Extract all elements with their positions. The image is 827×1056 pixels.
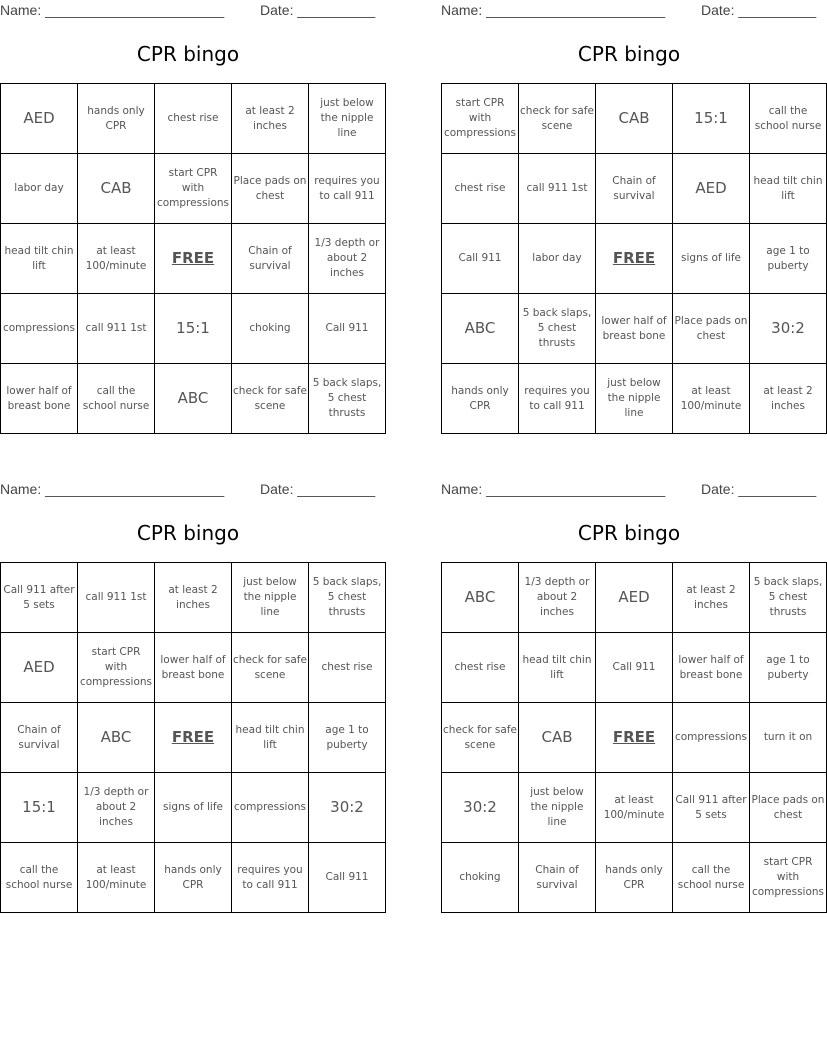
bingo-cell: just below the nipple line <box>596 364 673 434</box>
date-field-label: Date: __________ <box>701 2 817 18</box>
bingo-cell: AED <box>1 84 78 154</box>
card-title: CPR bingo <box>577 42 681 66</box>
bingo-cell: call 911 1st <box>519 154 596 224</box>
bingo-row <box>1 773 386 843</box>
bingo-cell: call the school nurse <box>78 364 155 434</box>
bingo-cell: at least 100/minute <box>78 843 155 913</box>
bingo-cell: chest rise <box>309 633 386 703</box>
bingo-cell: age 1 to puberty <box>309 703 386 773</box>
bingo-cell: Call 911 <box>596 633 673 703</box>
bingo-cell: requires you to call 911 <box>309 154 386 224</box>
bingo-cell: just below the nipple line <box>519 773 596 843</box>
bingo-cell: CAB <box>519 703 596 773</box>
bingo-cell: check for safe scene <box>232 364 309 434</box>
bingo-row <box>442 364 827 434</box>
bingo-cell: head tilt chin lift <box>232 703 309 773</box>
bingo-cell: at least 100/minute <box>78 224 155 294</box>
bingo-cell: chest rise <box>442 633 519 703</box>
bingo-cell: Call 911 after 5 sets <box>1 563 78 633</box>
date-field-label: Date: __________ <box>260 2 376 18</box>
bingo-row <box>1 364 386 434</box>
free-space-cell: FREE <box>155 703 232 773</box>
bingo-cell: 15:1 <box>673 84 750 154</box>
bingo-cell: Place pads on chest <box>750 773 827 843</box>
name-field-label: Name: _______________________ <box>0 481 225 497</box>
bingo-cell: Chain of survival <box>596 154 673 224</box>
bingo-row <box>442 843 827 913</box>
bingo-cell: signs of life <box>673 224 750 294</box>
bingo-cell: labor day <box>1 154 78 224</box>
bingo-grid <box>441 83 827 434</box>
bingo-cell: at least 2 inches <box>155 563 232 633</box>
bingo-card-4 <box>441 479 825 898</box>
bingo-row <box>442 563 827 633</box>
bingo-cell: choking <box>232 294 309 364</box>
bingo-cell: 5 back slaps, 5 chest thrusts <box>750 563 827 633</box>
bingo-cell: compressions <box>673 703 750 773</box>
bingo-cell: lower half of breast bone <box>1 364 78 434</box>
bingo-row <box>1 294 386 364</box>
bingo-cell: Chain of survival <box>519 843 596 913</box>
bingo-cell: 30:2 <box>442 773 519 843</box>
bingo-cell: ABC <box>442 563 519 633</box>
bingo-row <box>442 633 827 703</box>
bingo-cell: turn it on <box>750 703 827 773</box>
bingo-row <box>1 633 386 703</box>
bingo-cell: lower half of breast bone <box>673 633 750 703</box>
bingo-cell: chest rise <box>442 154 519 224</box>
bingo-cell: Call 911 <box>309 294 386 364</box>
bingo-cell: hands only CPR <box>155 843 232 913</box>
bingo-card-3 <box>0 479 382 891</box>
bingo-cell: hands only CPR <box>596 843 673 913</box>
card-header <box>441 479 817 501</box>
name-field-label: Name: _______________________ <box>441 2 666 18</box>
bingo-cell: lower half of breast bone <box>155 633 232 703</box>
bingo-cell: ABC <box>78 703 155 773</box>
bingo-cell: head tilt chin lift <box>1 224 78 294</box>
bingo-cell: 5 back slaps, 5 chest thrusts <box>309 563 386 633</box>
date-field-label: Date: __________ <box>260 481 376 497</box>
bingo-cell: Call 911 after 5 sets <box>673 773 750 843</box>
bingo-row <box>1 224 386 294</box>
bingo-cell: Call 911 <box>442 224 519 294</box>
bingo-cell: 1/3 depth or about 2 inches <box>78 773 155 843</box>
free-space-cell: FREE <box>155 224 232 294</box>
bingo-cell: age 1 to puberty <box>750 633 827 703</box>
bingo-cell: ABC <box>442 294 519 364</box>
bingo-row <box>1 154 386 224</box>
bingo-cell: start CPR with compressions <box>155 154 232 224</box>
bingo-cell: requires you to call 911 <box>232 843 309 913</box>
free-space-cell: FREE <box>596 224 673 294</box>
bingo-cell: 15:1 <box>1 773 78 843</box>
bingo-row <box>442 773 827 843</box>
bingo-cell: requires you to call 911 <box>519 364 596 434</box>
free-space-cell: FREE <box>596 703 673 773</box>
card-title: CPR bingo <box>136 42 240 66</box>
bingo-cell: ABC <box>155 364 232 434</box>
bingo-cell: check for safe scene <box>442 703 519 773</box>
bingo-cell: start CPR with compressions <box>78 633 155 703</box>
bingo-row <box>1 843 386 913</box>
card-title: CPR bingo <box>136 521 240 545</box>
bingo-row <box>442 154 827 224</box>
bingo-cell: 5 back slaps, 5 chest thrusts <box>519 294 596 364</box>
bingo-cell: just below the nipple line <box>232 563 309 633</box>
bingo-cell: Place pads on chest <box>673 294 750 364</box>
bingo-row <box>1 703 386 773</box>
bingo-cell: at least 100/minute <box>673 364 750 434</box>
bingo-cell: AED <box>1 633 78 703</box>
card-header <box>0 0 376 22</box>
date-field-label: Date: __________ <box>701 481 817 497</box>
bingo-cell: call the school nurse <box>1 843 78 913</box>
bingo-cell: compressions <box>1 294 78 364</box>
bingo-cell: at least 2 inches <box>673 563 750 633</box>
bingo-cell: call the school nurse <box>673 843 750 913</box>
name-field-label: Name: _______________________ <box>441 481 666 497</box>
bingo-cell: Call 911 <box>309 843 386 913</box>
bingo-cell: AED <box>596 563 673 633</box>
bingo-cell: hands only CPR <box>78 84 155 154</box>
bingo-cell: check for safe scene <box>519 84 596 154</box>
bingo-row <box>1 84 386 154</box>
card-header <box>0 479 376 501</box>
bingo-cell: head tilt chin lift <box>750 154 827 224</box>
bingo-cell: at least 2 inches <box>232 84 309 154</box>
card-header <box>441 0 817 22</box>
bingo-cell: AED <box>673 154 750 224</box>
bingo-cell: compressions <box>232 773 309 843</box>
bingo-cell: 5 back slaps, 5 chest thrusts <box>309 364 386 434</box>
bingo-cell: start CPR with compressions <box>750 843 827 913</box>
bingo-cell: Chain of survival <box>1 703 78 773</box>
bingo-grid <box>441 562 827 913</box>
bingo-cell: just below the nipple line <box>309 84 386 154</box>
bingo-grid <box>0 83 386 434</box>
bingo-cell: signs of life <box>155 773 232 843</box>
bingo-cell: call 911 1st <box>78 294 155 364</box>
bingo-cell: chest rise <box>155 84 232 154</box>
bingo-cell: labor day <box>519 224 596 294</box>
bingo-cell: start CPR with compressions <box>442 84 519 154</box>
bingo-cell: 30:2 <box>750 294 827 364</box>
bingo-row <box>442 84 827 154</box>
bingo-cell: head tilt chin lift <box>519 633 596 703</box>
bingo-row <box>442 294 827 364</box>
bingo-grid <box>0 562 386 913</box>
bingo-cell: at least 100/minute <box>596 773 673 843</box>
bingo-cell: hands only CPR <box>442 364 519 434</box>
bingo-cell: 1/3 depth or about 2 inches <box>519 563 596 633</box>
bingo-cell: CAB <box>596 84 673 154</box>
card-title: CPR bingo <box>577 521 681 545</box>
bingo-cell: choking <box>442 843 519 913</box>
name-field-label: Name: _______________________ <box>0 2 225 18</box>
bingo-cell: Place pads on chest <box>232 154 309 224</box>
bingo-cell: call the school nurse <box>750 84 827 154</box>
bingo-cell: call 911 1st <box>78 563 155 633</box>
bingo-cell: lower half of breast bone <box>596 294 673 364</box>
bingo-card-1 <box>0 0 382 419</box>
bingo-cell: at least 2 inches <box>750 364 827 434</box>
bingo-row <box>1 563 386 633</box>
bingo-cell: age 1 to puberty <box>750 224 827 294</box>
bingo-cell: check for safe scene <box>232 633 309 703</box>
bingo-cell: 1/3 depth or about 2 inches <box>309 224 386 294</box>
bingo-card-2 <box>441 0 823 419</box>
bingo-cell: 30:2 <box>309 773 386 843</box>
bingo-cell: CAB <box>78 154 155 224</box>
bingo-row <box>442 703 827 773</box>
bingo-cell: 15:1 <box>155 294 232 364</box>
bingo-cell: Chain of survival <box>232 224 309 294</box>
bingo-row <box>442 224 827 294</box>
